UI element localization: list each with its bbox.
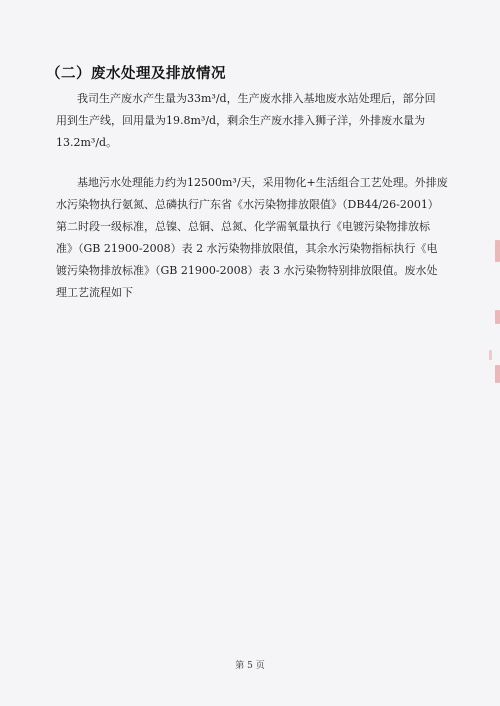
page-number: 第 5 页 bbox=[235, 661, 265, 671]
paragraph-line: 镀污染物排放标准》（GB 21900-2008）表 3 水污染物特别排放限值。废水处 bbox=[56, 264, 438, 277]
seal-edge-mark bbox=[495, 365, 500, 383]
paragraph-line: 我司生产废水产生量为33m³/d，生产废水排入基地废水站处理后，部分回 bbox=[77, 92, 436, 105]
paragraph-treatment-standards bbox=[56, 172, 464, 304]
paragraph-line: 水污染物执行氨氮、总磷执行广东省《水污染物排放限值》（DB44/26-2001） bbox=[56, 198, 439, 211]
paragraph-wastewater-volume bbox=[56, 88, 464, 154]
seal-edge-mark bbox=[489, 350, 492, 360]
paragraph-line: 13.2m³/d。 bbox=[56, 136, 118, 149]
seal-edge-mark bbox=[495, 310, 500, 324]
paragraph-line: 第二时段一级标准，总镍、总铜、总氮、化学需氧量执行《电镀污染物排放标 bbox=[56, 220, 430, 233]
paragraph-line: 用到生产线，回用量为19.8m³/d，剩余生产废水排入狮子洋，外排废水量为 bbox=[56, 114, 426, 127]
seal-edge-mark bbox=[495, 240, 500, 262]
paragraph-line: 准》（GB 21900-2008）表 2 水污染物排放限值，其余水污染物指标执行《电 bbox=[56, 242, 438, 255]
paragraph-line: 理工艺流程如下 bbox=[56, 286, 133, 299]
paragraph-line: 基地污水处理能力约为12500m³/天，采用物化+生活组合工艺处理。外排废 bbox=[77, 176, 448, 189]
section-heading: （二）废水处理及排放情况 bbox=[46, 66, 226, 82]
